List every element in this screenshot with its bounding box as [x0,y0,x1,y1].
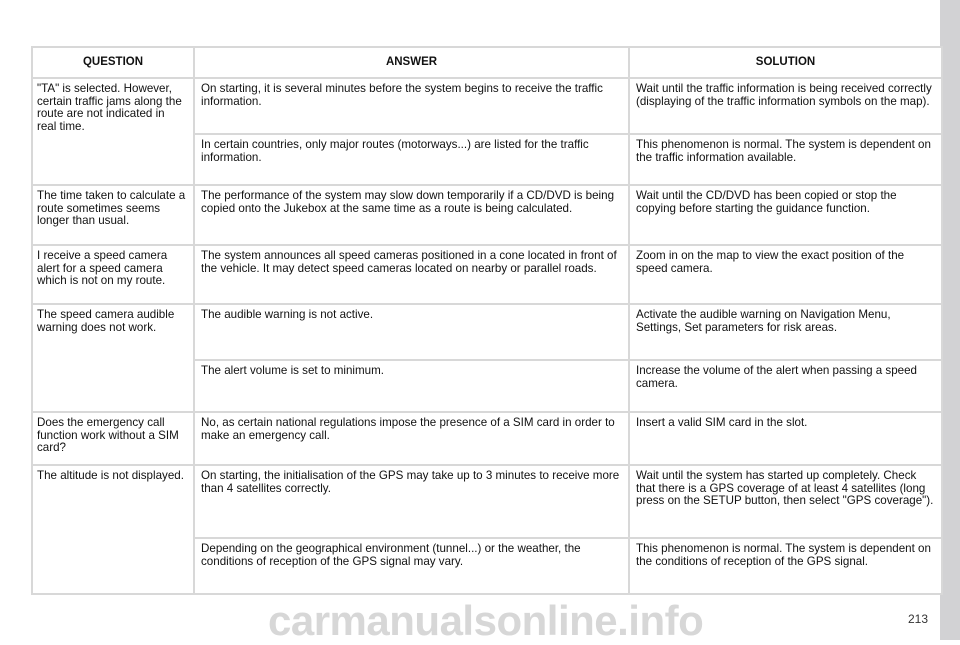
answer-cell: In certain countries, only major routes (motorways...) are listed for the traffic information. [194,134,629,185]
page-number: 213 [907,612,928,626]
solution-cell: This phenomenon is normal. The system is dependent on the conditions of reception of the GPS signal. [629,538,942,594]
header-question: QUESTION [32,47,194,78]
answer-cell: On starting, the initialisation of the GPS may take up to 3 minutes to receive more than 4 satellites correctly. [194,465,629,538]
table-row [32,465,942,538]
answer-cell: The performance of the system may slow down temporarily if a CD/DVD is being copied onto the Jukebox at the same time as a route is being calculated. [194,185,629,245]
question-cell: The speed camera audible warning does not work. [32,304,194,412]
answer-cell: The alert volume is set to minimum. [194,360,629,412]
solution-cell: Wait until the traffic information is being received correctly (displaying of the traffic information symbols on the map). [629,78,942,134]
table-row [32,412,942,465]
solution-cell: Activate the audible warning on Navigation Menu, Settings, Set parameters for risk areas. [629,304,942,360]
table-row [32,304,942,360]
watermark: carmanualsonline.info [268,597,704,644]
faq-table [31,46,943,595]
table-row [32,185,942,245]
solution-cell: Zoom in on the map to view the exact position of the speed camera. [629,245,942,304]
answer-cell: Depending on the geographical environment (tunnel...) or the weather, the conditions of reception of the GPS signal may vary. [194,538,629,594]
table-row [32,245,942,304]
question-cell: The time taken to calculate a route sometimes seems longer than usual. [32,185,194,245]
question-cell: I receive a speed camera alert for a speed camera which is not on my route. [32,245,194,304]
solution-cell: Increase the volume of the alert when passing a speed camera. [629,360,942,412]
answer-cell: On starting, it is several minutes before the system begins to receive the traffic information. [194,78,629,134]
page-edge-bar [940,0,960,640]
solution-cell: Insert a valid SIM card in the slot. [629,412,942,465]
header-answer: ANSWER [194,47,629,78]
table-row [32,78,942,134]
answer-cell: The audible warning is not active. [194,304,629,360]
question-cell: "TA" is selected. However, certain traffic jams along the route are not indicated in real time. [32,78,194,185]
answer-cell: The system announces all speed cameras positioned in a cone located in front of the vehicle. It may detect speed cameras located on nearby or parallel roads. [194,245,629,304]
solution-cell: Wait until the system has started up completely. Check that there is a GPS coverage of at least 4 satellites (long press on the SETUP button, then select "GPS coverage"). [629,465,942,538]
answer-cell: No, as certain national regulations impose the presence of a SIM card in order to make an emergency call. [194,412,629,465]
solution-cell: Wait until the CD/DVD has been copied or stop the copying before starting the guidance function. [629,185,942,245]
solution-cell: This phenomenon is normal. The system is dependent on the traffic information available. [629,134,942,185]
header-row [32,47,942,78]
header-solution: SOLUTION [629,47,942,78]
question-cell: Does the emergency call function work without a SIM card? [32,412,194,465]
question-cell: The altitude is not displayed. [32,465,194,594]
